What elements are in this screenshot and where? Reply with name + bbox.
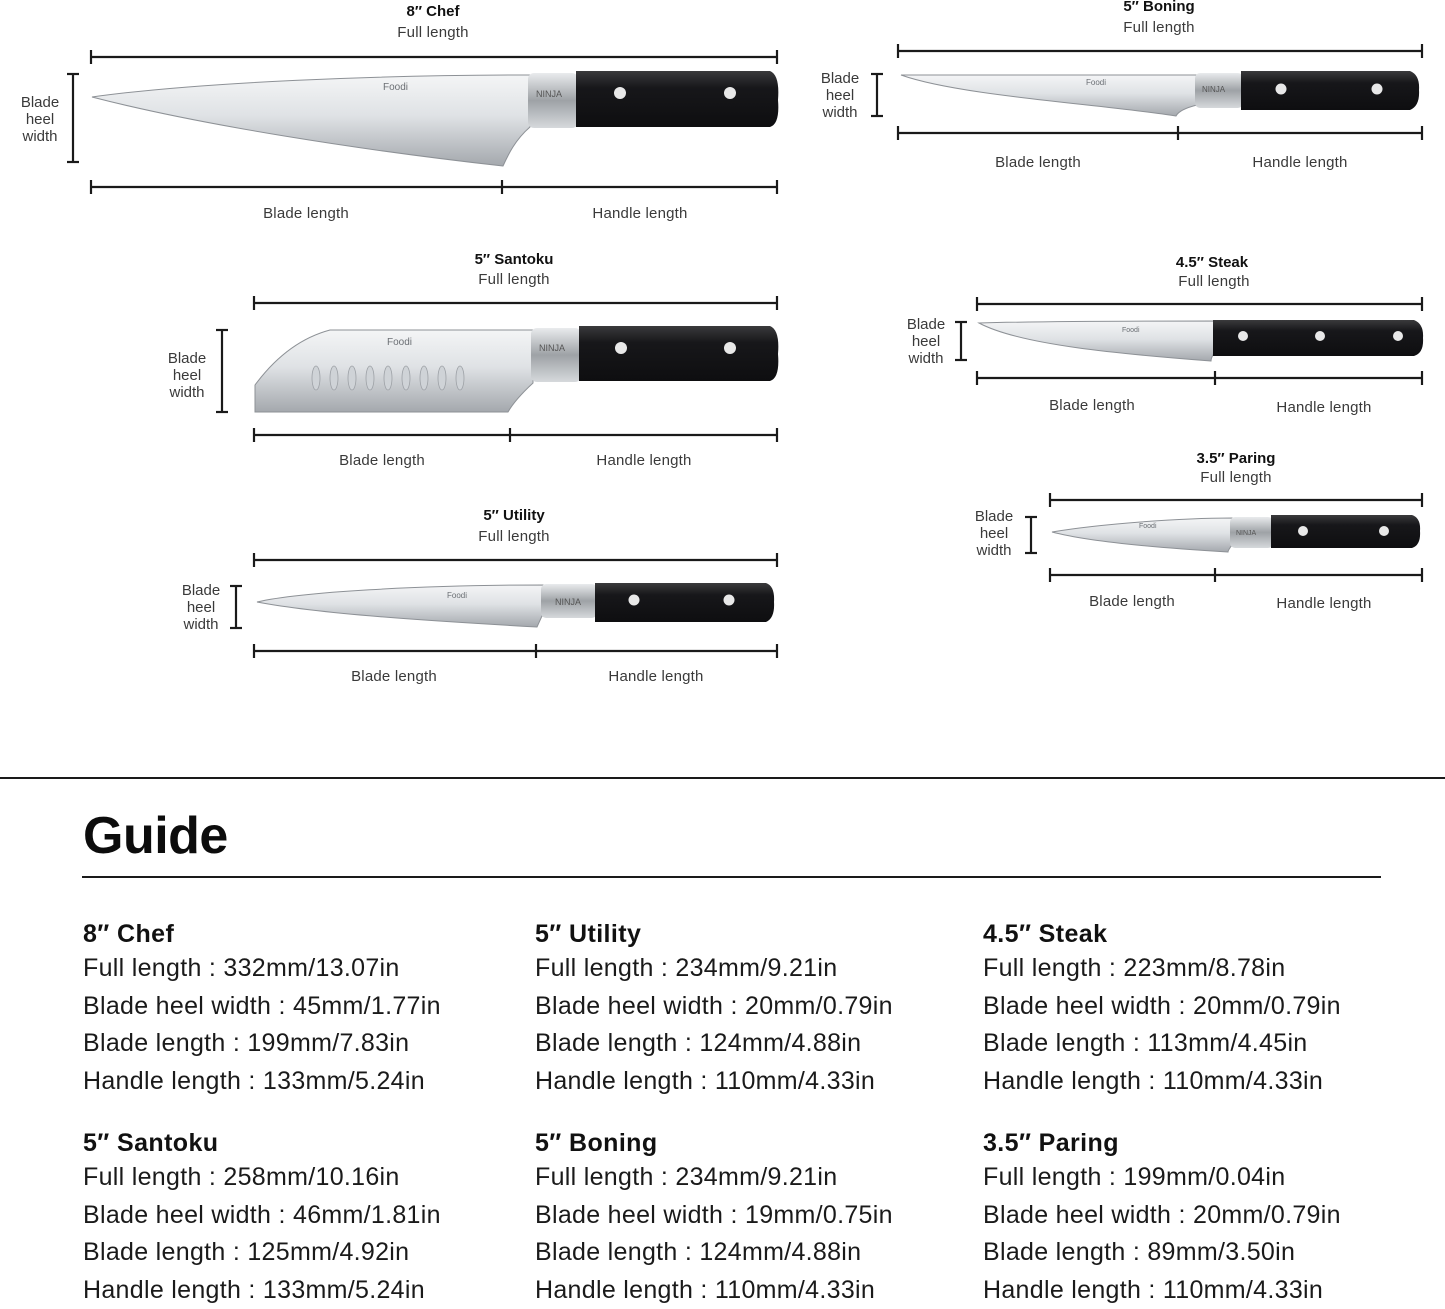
paring-brand-text: Foodi	[1139, 523, 1157, 530]
utility-blade-length-label: Blade length	[351, 668, 437, 685]
boning-heel-width-label: Blade heel width	[820, 70, 860, 121]
utility-handle-brand-text: NINJA	[555, 597, 582, 607]
santoku-full-length-label: Full length	[478, 271, 550, 288]
steak-title: 4.5″ Steak	[1175, 254, 1249, 271]
boning-handle-length-label: Handle length	[1252, 154, 1348, 171]
chef-title: 8″ Chef	[406, 3, 460, 20]
spec-row: Blade length : 113mm/4.45in	[983, 1029, 1308, 1057]
spec-row: Handle length : 110mm/4.33in	[983, 1066, 1324, 1095]
spec-row: Handle length : 110mm/4.33in	[535, 1275, 876, 1304]
spec-row: Handle length : 110mm/4.33in	[983, 1275, 1324, 1304]
paring-full-length-label: Full length	[1200, 469, 1272, 486]
spec-row: Full length : 234mm/9.21in	[535, 1163, 838, 1191]
santoku-handle-brand-text: NINJA	[539, 343, 566, 353]
spec-row: Blade length : 124mm/4.88in	[535, 1029, 862, 1057]
spec-block-santoku	[83, 1127, 523, 1309]
spec-name: 4.5″ Steak	[983, 920, 1108, 948]
spec-row: Blade heel width : 46mm/1.81in	[83, 1200, 441, 1229]
spec-name: 5″ Santoku	[83, 1129, 219, 1157]
spec-row: Full length : 199mm/0.04in	[983, 1163, 1286, 1191]
spec-name: 3.5″ Paring	[983, 1129, 1119, 1157]
chef-handle-brand-text: NINJA	[536, 89, 563, 99]
paring-title: 3.5″ Paring	[1196, 450, 1276, 467]
chef-brand-text: Foodi	[383, 82, 409, 93]
spec-row: Blade length : 89mm/3.50in	[983, 1238, 1296, 1266]
spec-row: Handle length : 133mm/5.24in	[83, 1275, 425, 1304]
boning-handle-brand-text: NINJA	[1202, 85, 1226, 94]
spec-row: Blade heel width : 20mm/0.79in	[983, 1200, 1341, 1229]
boning-full-length-label: Full length	[1123, 19, 1195, 36]
paring-heel-width-label: Blade heel width	[974, 508, 1014, 559]
spec-block-paring	[983, 1127, 1423, 1309]
spec-row: Blade heel width : 19mm/0.75in	[535, 1200, 893, 1229]
spec-row: Blade length : 199mm/7.83in	[83, 1029, 410, 1057]
chef-blade-length-label: Blade length	[263, 205, 349, 222]
spec-row: Full length : 332mm/13.07in	[83, 954, 400, 982]
steak-knife	[979, 320, 1423, 361]
section-divider	[0, 777, 1445, 779]
boning-brand-text: Foodi	[1086, 78, 1107, 87]
spec-row: Handle length : 133mm/5.24in	[83, 1066, 425, 1095]
santoku-blade-length-label: Blade length	[339, 452, 425, 469]
chef-full-length-label: Full length	[397, 24, 469, 41]
spec-row: Blade length : 125mm/4.92in	[83, 1238, 410, 1266]
guide-title: Guide	[83, 807, 228, 865]
steak-blade-length-label: Blade length	[1049, 397, 1135, 414]
utility-heel-width-label: Blade heel width	[181, 582, 221, 633]
santoku-handle-length-label: Handle length	[596, 452, 692, 469]
spec-row: Full length : 223mm/8.78in	[983, 954, 1286, 982]
spec-row: Blade heel width : 20mm/0.79in	[535, 991, 893, 1020]
spec-name: 5″ Boning	[535, 1129, 658, 1157]
chef-knife	[92, 71, 778, 166]
spec-row: Blade heel width : 20mm/0.79in	[983, 991, 1341, 1020]
paring-blade-length-label: Blade length	[1089, 593, 1175, 610]
paring-handle-length-label: Handle length	[1276, 595, 1372, 612]
spec-block-utility	[535, 918, 975, 1100]
spec-block-chef	[83, 918, 523, 1100]
guide-rule	[82, 876, 1381, 878]
boning-knife	[901, 71, 1419, 116]
steak-full-length-label: Full length	[1178, 273, 1250, 290]
spec-row: Blade length : 124mm/4.88in	[535, 1238, 862, 1266]
spec-row: Blade heel width : 45mm/1.77in	[83, 991, 441, 1020]
spec-block-boning	[535, 1127, 975, 1309]
utility-brand-text: Foodi	[447, 591, 468, 600]
steak-heel-width-label: Blade heel width	[906, 316, 946, 367]
spec-row: Handle length : 110mm/4.33in	[535, 1066, 876, 1095]
paring-knife	[1052, 515, 1420, 552]
santoku-heel-width-label: Blade heel width	[167, 350, 207, 401]
spec-row: Full length : 234mm/9.21in	[535, 954, 838, 982]
utility-handle-length-label: Handle length	[608, 668, 704, 685]
boning-title: 5″ Boning	[1123, 0, 1195, 15]
santoku-knife	[255, 326, 778, 412]
steak-handle-length-label: Handle length	[1276, 399, 1372, 416]
chef-heel-width-label: Blade heel width	[20, 94, 60, 145]
chef-handle-length-label: Handle length	[592, 205, 688, 222]
utility-full-length-label: Full length	[478, 528, 550, 545]
steak-brand-text: Foodi	[1122, 327, 1140, 334]
paring-handle-brand-text: NINJA	[1236, 530, 1257, 537]
spec-block-steak	[983, 918, 1423, 1100]
santoku-brand-text: Foodi	[387, 337, 413, 348]
utility-title: 5″ Utility	[483, 507, 545, 524]
spec-row: Full length : 258mm/10.16in	[83, 1163, 400, 1191]
utility-knife	[257, 583, 774, 627]
spec-name: 5″ Utility	[535, 920, 642, 948]
boning-blade-length-label: Blade length	[995, 154, 1081, 171]
spec-name: 8″ Chef	[83, 920, 175, 948]
santoku-title: 5″ Santoku	[474, 251, 554, 268]
